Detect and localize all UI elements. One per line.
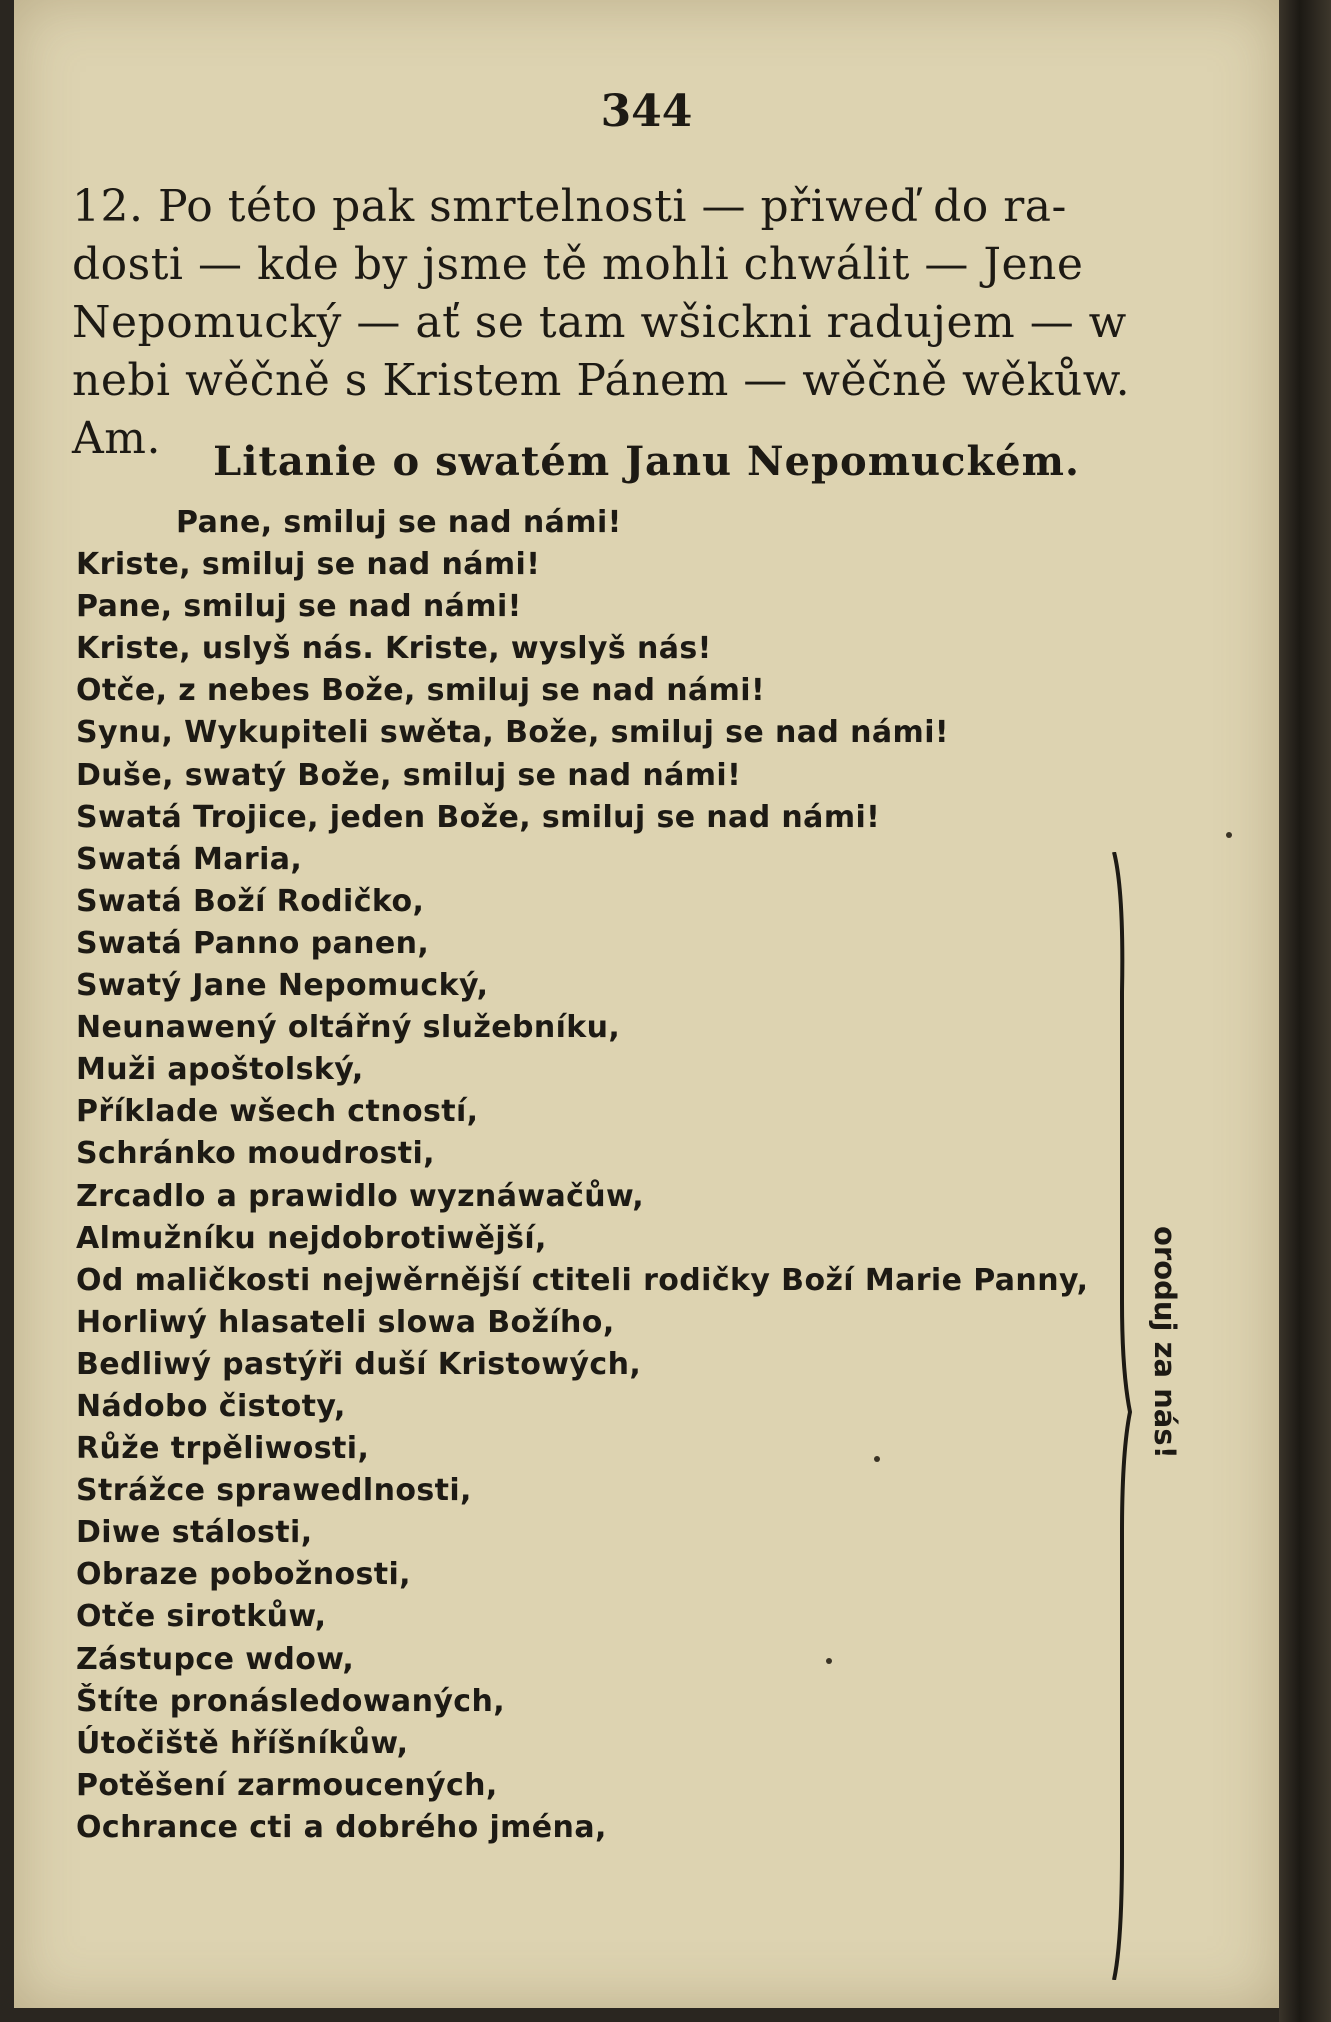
litany-line: Otče, z nebes Bože, smiluj se nad námi! (76, 673, 766, 709)
litany-line: Obraze pobožnosti, (76, 1557, 411, 1593)
litany-line: Pane, smiluj se nad námi! (76, 589, 522, 625)
paper-speck (826, 1658, 832, 1664)
litany-line: Otče sirotkůw, (76, 1599, 327, 1635)
litany-line: Potěšení zarmoucených, (76, 1767, 498, 1803)
paragraph-line: nebi wěčně s Kristem Pánem — wěčně wěkůw. Am. (72, 355, 1131, 464)
litany-line: Muži apoštolský, (76, 1052, 364, 1088)
litany-line: Růže trpěliwosti, (76, 1431, 370, 1467)
side-label-oroduj: oroduj za nás! (1148, 1226, 1182, 1459)
litany-line: Kriste, smiluj se nad námi! (76, 547, 541, 583)
litany-line: Swatá Maria, (76, 841, 303, 877)
litany-line: Štíte pronásledowaných, (76, 1683, 506, 1719)
litany-line: Neunawený oltářný služebníku, (76, 1010, 621, 1046)
litany-line: Nádobo čistoty, (76, 1388, 346, 1424)
paragraph-line: dosti — kde by jsme tě mohli chwálit — Jene (72, 239, 1084, 290)
litany-line: Od maličkosti nejwěrnější ctiteli rodičky Boží Marie Panny, (76, 1262, 1089, 1298)
litany-line: Almužníku nejdobrotiwější, (76, 1220, 547, 1256)
litany-line: Swatá Panno panen, (76, 925, 430, 961)
curly-brace-icon (1110, 852, 1132, 1980)
paragraph-line: 12. Po této pak smrtelnosti — přiweď do ra- (72, 181, 1067, 232)
litany-line: Diwe stálosti, (76, 1515, 313, 1551)
book-page (14, 0, 1279, 2008)
prayer-paragraph (72, 178, 1172, 468)
book-gutter (1279, 0, 1331, 2022)
paper-speck (874, 1456, 880, 1462)
litany-line: Zrcadlo a prawidlo wyznáwačůw, (76, 1178, 645, 1214)
paper-speck (1226, 832, 1232, 838)
litany-line: Zástupce wdow, (76, 1641, 355, 1677)
litany-line: Synu, Wykupiteli swěta, Bože, smiluj se nad námi! (76, 715, 949, 751)
page-number: 344 (600, 86, 693, 137)
litany-line: Pane, smiluj se nad námi! (176, 505, 622, 540)
litany-heading: Litanie o swatém Janu Nepomuckém. (213, 438, 1080, 485)
litany-line: Duše, swatý Bože, smiluj se nad námi! (76, 757, 742, 793)
litany-line: Schránko moudrosti, (76, 1136, 435, 1172)
litany-line: Horliwý hlasateli slowa Božího, (76, 1304, 615, 1340)
litany-line: Strážce sprawedlnosti, (76, 1473, 472, 1509)
litany-line: Bedliwý pastýři duší Kristowých, (76, 1346, 642, 1382)
litany-line: Kriste, uslyš nás. Kriste, wyslyš nás! (76, 631, 712, 667)
litany-line: Ochrance cti a dobrého jména, (76, 1809, 607, 1845)
litany-line: Swatá Trojice, jeden Bože, smiluj se nad námi! (76, 799, 881, 835)
litany-list (76, 502, 1136, 1849)
litany-line: Příklade wšech ctností, (76, 1094, 479, 1130)
litany-line: Swatý Jane Nepomucký, (76, 968, 489, 1004)
litany-line: Útočiště hříšníkůw, (76, 1725, 409, 1761)
litany-line: Swatá Boží Rodičko, (76, 883, 425, 919)
paragraph-line: Nepomucký — ať se tam wšickni radujem — w (72, 297, 1127, 348)
